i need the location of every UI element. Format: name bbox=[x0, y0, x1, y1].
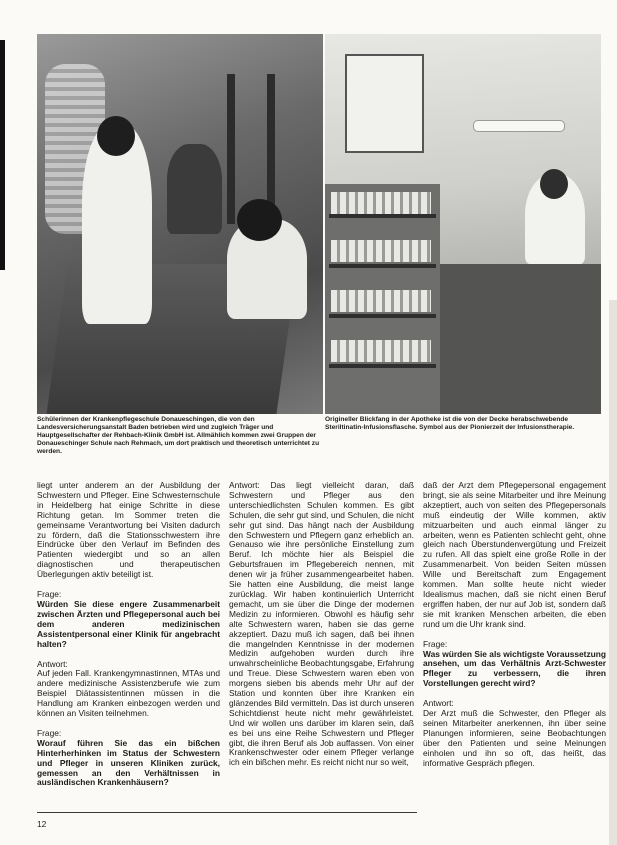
bottles bbox=[331, 340, 431, 362]
paragraph: daß der Arzt dem Pflegepersonal engagement bringt, sie als seine Mitarbeiter und ihre Meinung akzeptiert, auch von seiten des Pflegepersonals muß eindeutig der Wille kommen, aktiv mitzuarbeiten und auch einmal länger zu arbeiten, wenn es Patienten schlecht geht, ohne gleich nach Überstundenvergütung und Freizeit zu rufen. All das spielt eine große Rolle in der Zusammenarbeit. Von beiden Seiten müssen Wille und Bereitschaft zum Engagement kommen. Man sollte heute nicht wieder Idealismus machen, daß sie nicht einen Beruf ergriffen haben, der nur auf Job ist, sondern daß sie mit kranken Menschen arbeiten, die eben rund um die Uhr krank sind. bbox=[423, 480, 606, 629]
question-label: Frage: bbox=[423, 638, 448, 649]
classroom-photo bbox=[37, 34, 323, 414]
answer-text: Antwort: Das liegt vielleicht daran, daß Schwestern und Pfleger aus den unterschiedlichsten Schulen kommen. Es gibt Schulen, die sehr gut sind, und Schulen, die nicht sehr gut sind. Das hängt nach der Ausbildung den Schwestern und Pflegern ganz erheblich an. Genauso wie ihre persönliche Einstellung zum Beruf. Ich möchte hier als Beispiel die Geburtsfrauen im Pflegebereich nennen, mit denen wir ja früher zusammengearbeitet haben. Sie hatten eine Ausbildung, die meist lange zurücklag. Wir haben kontinuierlich Unterricht gemacht, um sie über die Dinge der modernen Medizin zu informieren. Obwohl es häufig sehr alte Schwestern waren, haben sie das gerne akzeptiert. Dazu muß ich sagen, daß bei ihnen die mangelnden Kenntnisse in der modernen Medizin aufgehoben wurden durch ihre unwahrscheinliche Beobachtungsgabe, Erfahrung und Treue. Diese Schwestern waren eben von morgens sieben bis abends mehr Uhr auf der Station und konnten über ihre Kranken ein glänzendes Bild vermitteln. Das ist durch unseren Schichtdienst heute nicht mehr gewährleistet. Und wir wollen uns darüber im klaren sein, daß es bei uns eine Reihe Schwestern und Pfleger gibt, die ihren Beruf als Job auffassen. Von einer Krankenschwester oder einem Pfleger verlange ich ein bißchen mehr. Es reicht nicht nur so weit, bbox=[229, 480, 414, 768]
answer-text: Auf jeden Fall. Krankengymnastinnen, MTAs und andere medizinische Assistenzberufe wie zum Beispiel Diätassistentinnen müssen in die Handlung am Kranken einbezogen werden und können an Visiten teilnehmen. bbox=[37, 668, 220, 719]
paragraph: liegt unter anderem an der Ausbildung der Schwestern und Pfleger. Eine Schwesternschule in Heidelberg hat einige Schritte in diese Richtung getan. Im Sommer treten die gemeinsame Verantwortung bei Visiten dadurch zu fördern, daß die Stationsschwestern ihre Eindrücke über den Verlauf im Befinden des Patienten wiedergibt und so an allen diagnostischen und therapeutischen Überlegungen aktiv beteiligt ist. bbox=[37, 480, 220, 580]
pharmacist-head bbox=[540, 169, 568, 199]
shelf bbox=[329, 314, 436, 318]
question-label: Frage: bbox=[37, 589, 62, 600]
shelf bbox=[329, 364, 436, 368]
photo-caption-left: Schülerinnen der Krankenpflegeschule Donaueschingen, die von den Landesversicherungsanstalt Baden betrieben wird und zugleich Träger und Hauptgesellschafter der Rehbach-Klinik GmbH ist. Allmählich kommen zwei Gruppen der Donaueschinger Schule nach Rehmach, um dort praktisch und theoretisch unterrichtet zu werden. bbox=[37, 416, 320, 456]
wall-cabinet bbox=[345, 54, 424, 153]
wall-panel bbox=[227, 74, 235, 224]
workbench bbox=[440, 264, 601, 414]
answer-label: Antwort: bbox=[423, 698, 454, 709]
student-head bbox=[97, 116, 135, 156]
infusion-bottle bbox=[473, 120, 565, 132]
question-text: Würden Sie diese engere Zusammenarbeit zwischen Ärzten und Pflegepersonal auch bei dem anderen medizinischen Assistentpersonal einer Klinik für angebracht halten? bbox=[37, 598, 220, 649]
question-text: Was würden Sie als wichtigste Voraussetzung ansehen, um das Verhältnis Arzt-Schwester Pfleger zu verbessern, die ihren Vorstellungen gerecht wird? bbox=[423, 648, 606, 689]
photo-caption-right: Origineller Blickfang in der Apotheke ist die von der Decke herabschwebende Steriltinatin-Infusionsflasche. Symbol aus der Pionierzeit der Infusionstherapie. bbox=[325, 416, 575, 432]
text-column-2 bbox=[229, 481, 414, 768]
text-column-1 bbox=[37, 481, 220, 788]
page-number: 12 bbox=[37, 819, 47, 829]
student-head bbox=[237, 199, 282, 241]
page-edge bbox=[609, 300, 617, 845]
question-text: Worauf führen Sie das ein bißchen Hinterherhinken im Status der Schwestern und Pfleger in unseren Kliniken zurück, gemessen an den Verhältnissen in ausländischen Krankenhäusern? bbox=[37, 737, 220, 788]
page-edge bbox=[0, 40, 5, 270]
shelf bbox=[329, 214, 436, 218]
shelf-unit bbox=[325, 184, 440, 414]
answer-text: Der Arzt muß die Schwester, den Pfleger als seinen Mitarbeiter anerkennen, ihn über seine Planungen informieren, seine Beobachtungen über den Patienten und seine Meinungen einholen und ihn so oft, das heißt, das informative Gespräch pflegen. bbox=[423, 708, 606, 768]
pharmacy-photo bbox=[325, 34, 601, 414]
student-figure bbox=[167, 144, 222, 234]
text-column-3 bbox=[423, 481, 606, 768]
bottles bbox=[331, 240, 431, 262]
bottles bbox=[331, 192, 431, 214]
shelf bbox=[329, 264, 436, 268]
footer-rule bbox=[37, 812, 417, 813]
question-label: Frage: bbox=[37, 727, 62, 738]
bottles bbox=[331, 290, 431, 312]
answer-label: Antwort: bbox=[37, 658, 68, 669]
